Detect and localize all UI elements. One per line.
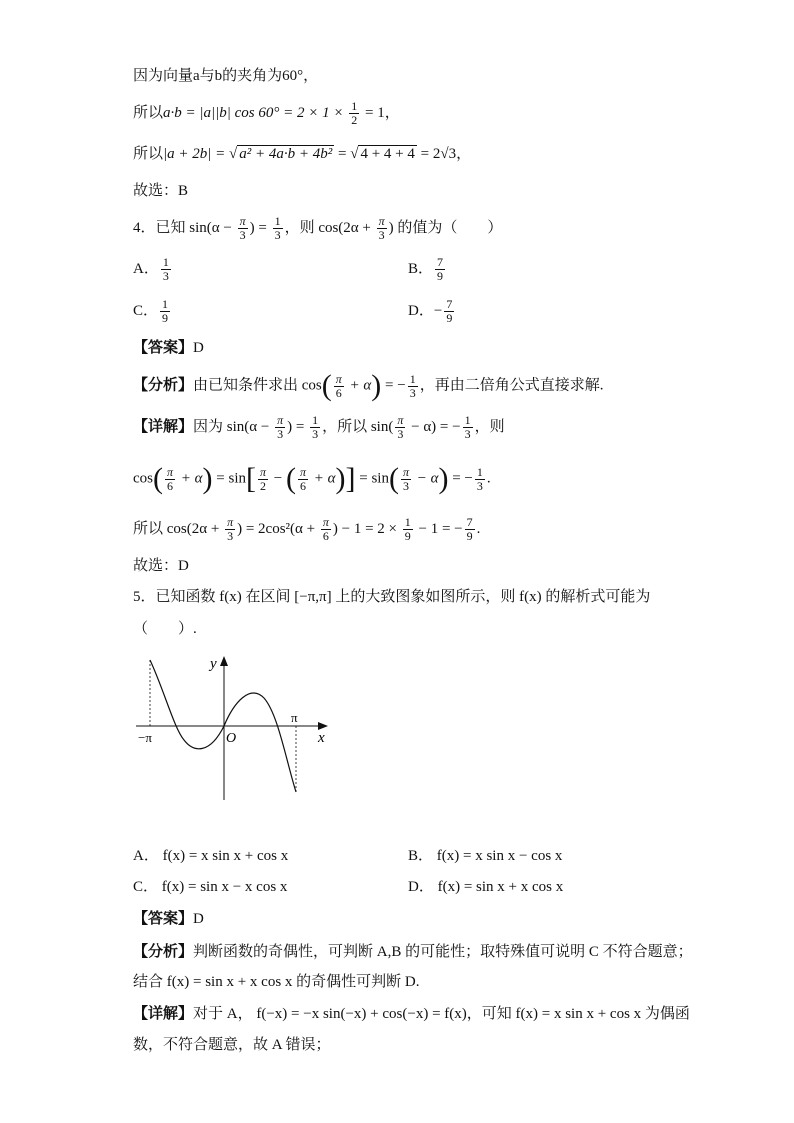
q5-analysis-2: 结合 f(x) = sin x + x cos x 的奇偶性可判断 D. [133, 974, 420, 990]
q5-answer: 【答案】D [133, 911, 204, 927]
origin-label: O [226, 731, 237, 746]
text-line-choice-b: 故选：B [133, 183, 189, 199]
q5-stem: 5．已知函数 f(x) 在区间 [−π,π] 上的大致图象如图所示，则 f(x) 的解析式可能为 [133, 589, 651, 605]
q5-option-b: B． f(x) = x sin x − cos x [408, 848, 563, 864]
q5-stem-cont: （ ）. [133, 621, 197, 637]
q5-option-c: C． f(x) = sin x − x cos x [133, 879, 288, 895]
q4-option-d: D．− $\frac{7}{9}$ [408, 297, 453, 325]
y-label: y [210, 656, 217, 672]
q4-option-c: C． $\frac{1}{9}$ [133, 297, 169, 325]
fraction: $\frac{1}{2}$ [351, 99, 358, 127]
q4-option-b: B． $\frac{7}{9}$ [408, 255, 444, 283]
q4-final: 故选：D [133, 558, 189, 574]
text-line-magnitude: 所以|a + 2b| = √ a² + 4a·b + 4b² = √ 4 + 4 + 4 = 2√3， [133, 146, 472, 162]
q4-equation-1: cos( $\frac{\pi}{6}$ + α) = sin[ $\frac{\pi}{2}$ − ( $\frac{\pi}{6}$ + α)] = sin( $\frac{\pi}{3}$ − α) = − $\frac{1}{3}$ . [133, 462, 491, 495]
q4-analysis: 【分析】由已知条件求出 cos( $\frac{\pi}{6}$ + α) = − $\frac{1}{3}$ ，再由二倍角公式直接求解. [133, 369, 604, 402]
text-line-dot-product: 所以a·b = |a||b| cos 60° = 2 × 1 × $\frac{1}{2}$ = 1， [133, 99, 400, 127]
q5-option-d: D． f(x) = sin x + x cos x [408, 879, 564, 895]
y-axis-arrow-icon [220, 656, 228, 666]
q4-equation-2: 所以 cos(2α + $\frac{\pi}{3}$ ) = 2cos²(α + $\frac{\pi}{6}$ ) − 1 = 2 × $\frac{1}{9}$ − 1 = − $\frac{7}{9}$ . [133, 515, 481, 543]
text-line-angle: 因为向量a与b的夹角为60°， [133, 68, 319, 84]
x-label: x [318, 730, 325, 746]
x-axis-arrow-icon [318, 722, 328, 730]
pi-label: π [291, 710, 298, 725]
q5-option-a: A． f(x) = x sin x + cos x [133, 848, 289, 864]
q4-stem: 4．已知 sin(α − $\frac{\pi}{3}$ ) = $\frac{1}{3}$ ，则 cos(2α + $\frac{\pi}{3}$ ) 的值为（ ） [133, 214, 503, 242]
q4-option-a: A． $\frac{1}{3}$ [133, 255, 169, 283]
q4-answer: 【答案】D [133, 340, 204, 356]
q4-detail: 【详解】因为 sin(α − $\frac{\pi}{3}$ ) = $\frac{1}{3}$ ，所以 sin( $\frac{\pi}{3}$ − α) = − $\frac{1}{3}$ ，则 [133, 413, 505, 441]
q5-detail-1: 【详解】对于 A， f(−x) = −x sin(−x) + cos(−x) = f(x)，可知 f(x) = x sin x + cos x 为偶函 [133, 1006, 690, 1022]
function-graph [130, 650, 340, 810]
q5-analysis-1: 【分析】判断函数的奇偶性，可判断 A,B 的可能性；取特殊值可说明 C 不符合题意； [133, 944, 693, 960]
q5-detail-2: 数，不符合题意，故 A 错误； [133, 1037, 331, 1053]
neg-pi-label: −π [138, 730, 152, 745]
